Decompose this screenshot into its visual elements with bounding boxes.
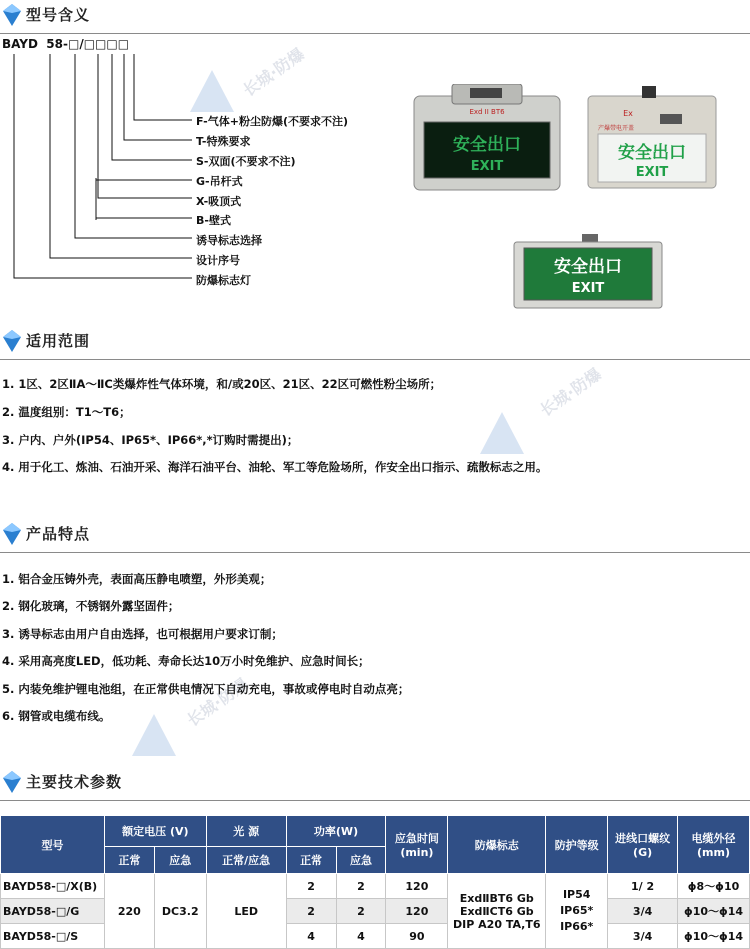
legend-item: B-壁式 <box>196 214 231 227</box>
header-power-normal: 正常 <box>286 847 336 874</box>
legend-item: 防爆标志灯 <box>196 274 251 287</box>
cell-volt-normal: 220 <box>104 874 154 949</box>
cell-inlet: 1/ 2 <box>608 874 678 899</box>
product-label: Exd II BT6 <box>469 108 505 116</box>
cell-ex-mark <box>448 874 546 949</box>
header-ip: 防护等级 <box>546 816 608 874</box>
section-header-params <box>0 767 750 801</box>
product-photo-pendant <box>512 234 664 310</box>
header-power: 功率(W) <box>286 816 386 847</box>
exit-text: EXIT <box>470 159 504 174</box>
cell-power-emergency: 2 <box>336 899 386 924</box>
cell-inlet: 3/4 <box>608 924 678 949</box>
cell-power-emergency: 2 <box>336 874 386 899</box>
sign-text: 安全出口 <box>453 135 521 155</box>
plate-label: 产爆带电开盖 <box>597 125 635 132</box>
ex-line: ExdⅡBT6 Gb <box>459 891 534 905</box>
header-ex-mark: 防爆标志 <box>448 816 546 874</box>
legend-item: T-特殊要求 <box>196 135 251 148</box>
sign-text: 安全出口 <box>554 257 622 277</box>
feature-item: 3. 诱导标志由用户自由选择，也可根据用户要求订制； <box>2 627 283 641</box>
header-volt-normal: 正常 <box>104 847 154 874</box>
watermark-logo <box>478 410 526 458</box>
exit-text: EXIT <box>635 165 669 180</box>
section-header-model <box>0 0 750 34</box>
cell-model: BAYD58-□/X(B) <box>1 874 105 899</box>
exit-text: EXIT <box>571 281 605 296</box>
feature-item: 4. 采用高亮度LED，低功耗、寿命长达10万小时免维护、应急时间长； <box>2 654 370 668</box>
scope-item: 4. 用于化工、炼油、石油开采、海洋石油平台、油轮、军工等危险场所，作安全出口指示、疏散标志之用。 <box>2 460 548 474</box>
cell-time: 120 <box>386 899 448 924</box>
cell-inlet: 3/4 <box>608 899 678 924</box>
watermark-logo <box>130 712 178 760</box>
divider <box>0 800 750 801</box>
legend-item: F-气体+粉尘防爆(不要求不注) <box>196 115 349 128</box>
cell-time: 120 <box>386 874 448 899</box>
cell-cable: ϕ8～ϕ10 <box>678 874 750 899</box>
product-photo-wall <box>412 84 562 192</box>
header-model: 型号 <box>1 816 105 874</box>
model-code-diagram <box>0 50 200 290</box>
gem-icon <box>2 522 22 546</box>
cell-model: BAYD58-□/S <box>1 924 105 949</box>
section-title: 主要技术参数 <box>26 773 123 791</box>
section-title: 适用范围 <box>26 332 91 350</box>
ex-line: DIP A20 TA,T6 <box>453 917 541 931</box>
cell-time: 90 <box>386 924 448 949</box>
cell-cable: ϕ10～ϕ14 <box>678 899 750 924</box>
section-header-features <box>0 519 750 553</box>
section-header-scope <box>0 326 750 360</box>
scope-item: 1. 1区、2区ⅡA～ⅡC类爆炸性气体环境，和/或20区、21区、22区可燃性粉尘场所； <box>2 377 442 391</box>
model-suffix: 58-□/□□□□ <box>46 37 130 51</box>
header-light: 光 源 <box>206 816 286 847</box>
legend-item: S-双面(不要求不注) <box>196 155 296 168</box>
product-photo-ceiling <box>582 86 722 192</box>
model-code <box>2 37 129 51</box>
gem-icon <box>2 329 22 353</box>
section-title: 型号含义 <box>26 6 91 24</box>
cell-power-emergency: 4 <box>336 924 386 949</box>
cell-power-normal: 4 <box>286 924 336 949</box>
spec-table <box>0 815 750 949</box>
legend-item: 诱导标志选择 <box>196 234 262 247</box>
scope-item: 3. 户内、户外(IP54、IP65*、IP66*,*订购时需提出)； <box>2 433 299 447</box>
cell-cable: ϕ10～ϕ14 <box>678 924 750 949</box>
header-volt-emergency: 应急 <box>154 847 206 874</box>
divider <box>0 552 750 553</box>
table-row <box>1 874 750 899</box>
ex-line: ExdⅡCT6 Gb <box>459 904 534 918</box>
header-light-mode: 正常/应急 <box>206 847 286 874</box>
gem-icon <box>2 770 22 794</box>
header-inlet: 进线口螺纹(G) <box>608 816 678 874</box>
watermark-text: 长城·防爆 <box>239 44 308 101</box>
section-title: 产品特点 <box>26 525 91 543</box>
cell-volt-emergency: DC3.2 <box>154 874 206 949</box>
feature-item: 1. 铝合金压铸外壳，表面高压静电喷塑，外形美观； <box>2 572 272 586</box>
legend-item: 设计序号 <box>196 254 240 267</box>
cell-light: LED <box>206 874 286 949</box>
feature-item: 6. 钢管或电缆布线。 <box>2 709 111 723</box>
header-emergency-time: 应急时间(min) <box>386 816 448 874</box>
header-voltage: 额定电压 (V) <box>104 816 206 847</box>
legend-item: X-吸顶式 <box>196 195 242 208</box>
gem-icon <box>2 3 22 27</box>
sign-text: 安全出口 <box>618 143 686 163</box>
cell-ip <box>546 874 608 949</box>
watermark-text: 长城·防爆 <box>536 364 605 421</box>
ip-line: IP54 <box>562 888 591 901</box>
feature-item: 2. 钢化玻璃，不锈钢外露坚固件； <box>2 599 180 613</box>
header-cable: 电缆外径(mm) <box>678 816 750 874</box>
header-power-emergency: 应急 <box>336 847 386 874</box>
legend-item: G-吊杆式 <box>196 175 243 188</box>
cell-power-normal: 2 <box>286 874 336 899</box>
watermark-text: 长城·防爆 <box>183 674 252 731</box>
model-prefix: BAYD <box>2 37 38 51</box>
divider <box>0 359 750 360</box>
feature-item: 5. 内装免维护锂电池组，在正常供电情况下自动充电，事故或停电时自动点亮； <box>2 682 410 696</box>
cell-power-normal: 2 <box>286 899 336 924</box>
ip-line: IP65* <box>560 904 594 917</box>
ip-line: IP66* <box>560 920 594 933</box>
ex-label: Ex <box>623 109 633 118</box>
scope-item: 2. 温度组别：T1～T6； <box>2 405 131 419</box>
cell-model: BAYD58-□/G <box>1 899 105 924</box>
divider <box>0 33 750 34</box>
